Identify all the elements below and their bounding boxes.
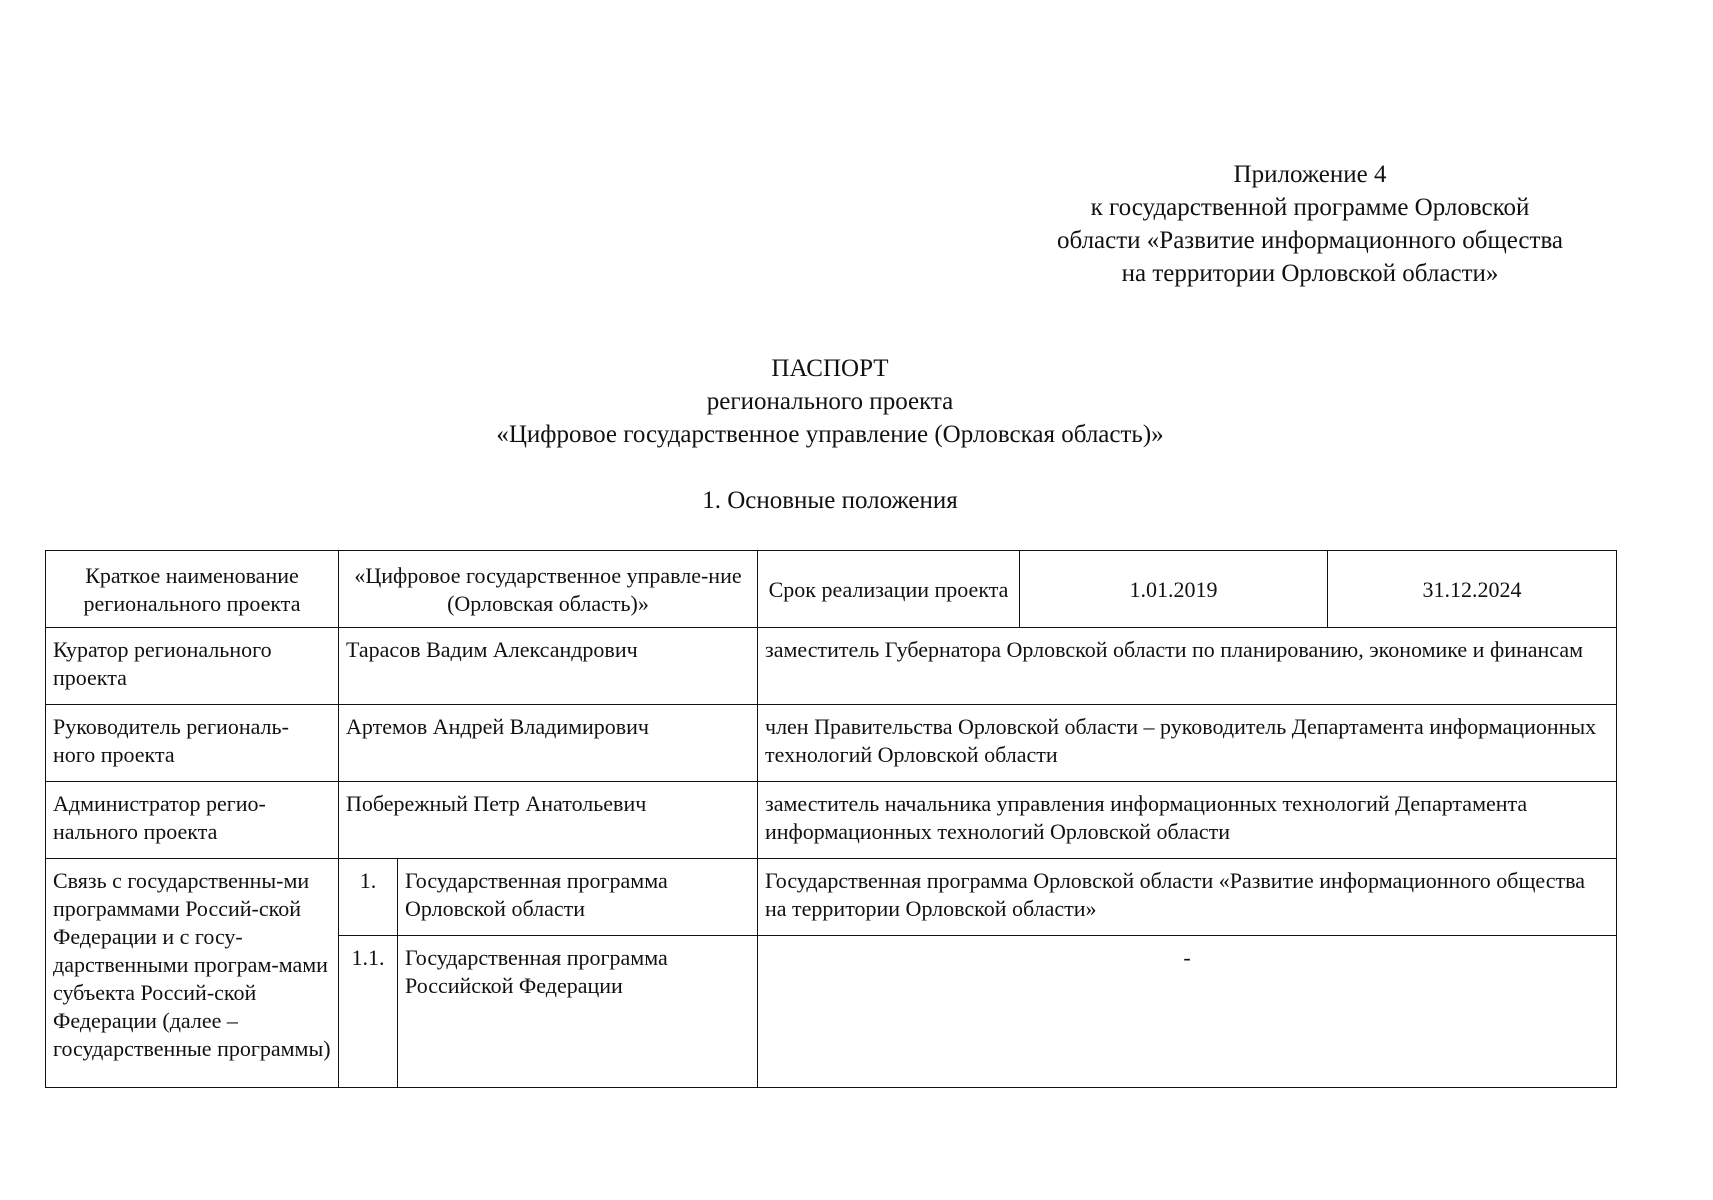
document-title: [0, 352, 1660, 451]
leader-name: Артемов Андрей Владимирович: [339, 705, 758, 782]
table-row-curator: [46, 628, 1617, 705]
appendix-reference-line: на территории Орловской области»: [1121, 260, 1499, 287]
short-name-label: Краткое наименование регионального проекта: [46, 551, 339, 628]
leader-position: член Правительства Орловской области – руководитель Департамента информационных технологий Орловской области: [758, 705, 1617, 782]
term-end-date: 31.12.2024: [1328, 551, 1617, 628]
term-start-date: 1.01.2019: [1020, 551, 1328, 628]
short-name-value: «Цифровое государственное управле-ние (Орловская область)»: [339, 551, 758, 628]
program-type: Государственная программа Российской Федерации: [398, 936, 758, 1088]
leader-label: Руководитель региональ-ного проекта: [46, 705, 339, 782]
appendix-number: Приложение 4: [1233, 161, 1387, 188]
program-link-label: Связь с государственны-ми программами Россий-ской Федерации и с госу-дарственными програм-мами субъекта Россий-ской Федерации (далее – государственные программы): [46, 859, 339, 1088]
administrator-name: Побережный Петр Анатольевич: [339, 782, 758, 859]
appendix-header: [1000, 158, 1620, 290]
title-project-name: «Цифровое государственное управление (Орловская область)»: [496, 421, 1164, 448]
title-passport: ПАСПОРТ: [771, 355, 889, 382]
curator-label: Куратор регионального проекта: [46, 628, 339, 705]
program-name: Государственная программа Орловской области «Развитие информационного общества на территории Орловской области»: [758, 859, 1617, 936]
term-label: Срок реализации проекта: [758, 551, 1020, 628]
table-row-program-link: [46, 859, 1617, 936]
table-row-short-name: [46, 551, 1617, 628]
section-heading: 1. Основные положения: [702, 487, 958, 514]
administrator-label: Администратор регио-нального проекта: [46, 782, 339, 859]
program-number: 1.1.: [339, 936, 398, 1088]
table-row-leader: [46, 705, 1617, 782]
curator-name: Тарасов Вадим Александрович: [339, 628, 758, 705]
appendix-reference-line: к государственной программе Орловской: [1090, 194, 1530, 221]
appendix-reference-line: области «Развитие информационного общества: [1056, 227, 1564, 254]
table-row-administrator: [46, 782, 1617, 859]
title-subtitle: регионального проекта: [706, 388, 954, 415]
program-name-empty: -: [758, 936, 1617, 1088]
program-type: Государственная программа Орловской области: [398, 859, 758, 936]
program-number: 1.: [339, 859, 398, 936]
curator-position: заместитель Губернатора Орловской области по планированию, экономике и финансам: [758, 628, 1617, 705]
administrator-position: заместитель начальника управления информационных технологий Департамента информационных технологий Орловской области: [758, 782, 1617, 859]
passport-table: [45, 550, 1617, 1088]
